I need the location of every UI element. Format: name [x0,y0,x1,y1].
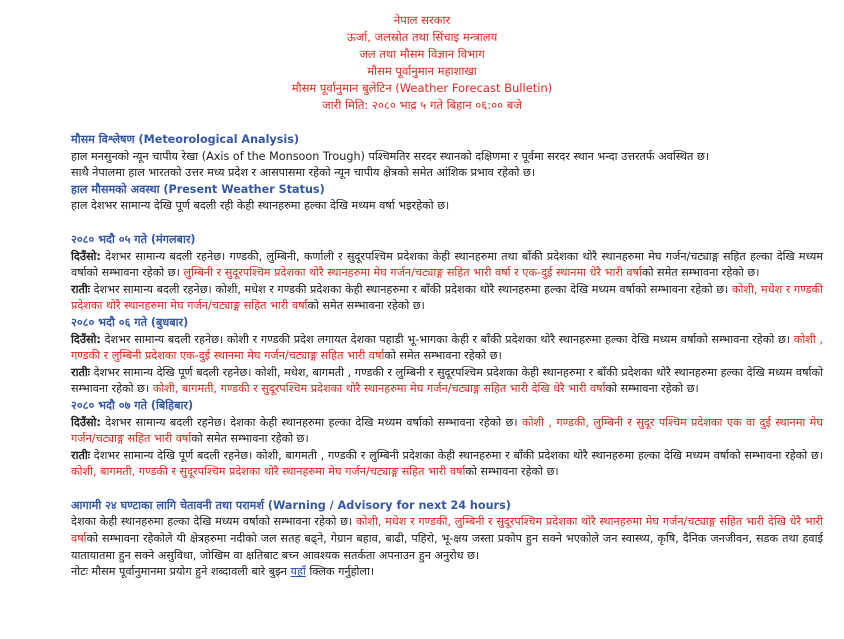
note [71,564,823,581]
day1-night-tail: को समेत सम्भावना रहेको छ। [307,299,425,313]
day2-night-warning: कोशी, बागमती, गण्डकी र सुदूरपश्चिम प्रदेशका थोरै स्थानहरुमा मेघ गर्जन/चट्याङ्ग सहित भारी देखि धेरै भारी वर्षा [152,382,606,396]
day2-heading: २०८० भदौ ०६ गते (बुधबार) [71,315,189,329]
day1-daytime [71,249,823,282]
analysis-line-2: साथै नेपालमा हाल भारतको उत्तर मध्य प्रदेश र आसपासमा रहेको न्यून चापीय क्षेत्रको समेत आंशिक प्रभाव रहेको छ। [71,166,536,180]
ministry-title: ऊर्जा, जलस्रोत तथा सिंचाइ मन्त्रालय [346,30,498,44]
bulletin-header [0,12,844,114]
day1-night-warning: कोशी, मधेश र गण्डकी प्रदेशका थोरै स्थानहरुमा मेघ गर्जन/चट्याङ्ग सहित भारी वर्षा [71,282,824,313]
day3-heading: २०८० भदौ ०७ गते (बिहिबार) [71,398,194,412]
present-text: हाल देशभर सामान्य देखि पूर्ण बदली रही केही स्थानहरुमा हल्का देखि मध्यम वर्षा भइरहेको छ। [71,199,450,213]
note-text: नोटः मौसम पूर्वानुमानमा प्रयोग हुने शब्दावली बारे बुझ्न [71,565,291,579]
day1-night-text: देशभर सामान्य बदली रहनेछ। कोशी, मधेश र गण्डकी प्रदेशका केही स्थानहरुमा र बाँकी प्रदेशका थोरै स्थानहरुमा हल्का देखि मध्यम वर्षाको सम्भावना रहेको छ। [90,282,732,296]
warning-advisory: को सम्भावना रहेकोले यी क्षेत्रहरुमा नदीको जल सतह बढ्ने, गेग्रान बहाव, बाढी, पहिरो, भू-क्षय जस्ता प्रकोप हुन सक्ने भएकोले जन स्वास्थ्य, कृषि, दैनिक जनजीवन, सडक तथा हवाई यातायातमा हुन सक्ने असुविधा, जोखिम वा क्षतिबाट बच्न आवश्यक सतर्कता अपनाउन हुन अनुरोध छ। [71,532,823,562]
division-title: मौसम पूर्वानुमान महाशाखा [367,64,477,78]
daytime-label: दिउँसो: [71,249,101,263]
day2-day-text: देशभर सामान्य बदली रहनेछ। कोशी र गण्डकी प्रदेश लगायत देशका पहाडी भू-भागका केही र बाँकी प्रदेशका थोरै स्थानहरुमा हल्का देखि मध्यम वर्षाको सम्भावना रहेको छ। [100,332,794,346]
glossary-link[interactable]: यहाँ [290,565,306,579]
day3-day-warning: कोशी , गण्डकी, लुम्बिनी र सुदूर पश्चिम प्रदेशका एक वा दुई स्थानमा मेघ गर्जन/चट्याङ्ग सहित भारी वर्षा [71,415,823,446]
bulletin-title: मौसम पूर्वानुमान बुलेटिन (Weather Forecast Bulletin) [291,81,553,95]
day3-day-tail: को समेत सम्भावना रहेको छ। [191,432,309,446]
bulletin-body [71,132,823,581]
day1-heading: २०८० भदौ ०५ गते (मंगलबार) [71,232,196,246]
day3-night-tail: को सम्भावना रहेको छ। [465,465,559,479]
night-label: रातीः [71,365,91,379]
day1-night [71,282,823,315]
day2-day-tail: को समेत सम्भावना रहेको छ। [384,349,502,363]
issue-date: जारी मिति: २०८० भाद्र ५ गते बिहान ०६:०० बजे [322,98,522,112]
night-label: रातीः [71,448,91,462]
day3-night-text: देशभर सामान्य देखि पूर्ण बदली रहनेछ। कोशी, बागमती , गण्डकी र लुम्बिनी प्रदेशका केही स्थानहरुमा र बाँकी प्रदेशका थोरै स्थानहरुमा हल्का देखि मध्यम वर्षाको सम्भावना रहेको छ। [90,448,823,462]
day1-day-warning: लुम्बिनी र सुदूरपश्चिम प्रदेशका थोरै स्थानहरुमा मेघ गर्जन/चट्याङ्ग सहित भारी वर्षा र एक-दुई स्थानमा धेरै भारी वर्षा [183,266,642,280]
day2-night-tail: को सम्भावना रहेको छ। [605,382,699,396]
day3-daytime [71,415,823,448]
night-label: रातीः [71,282,91,296]
govt-title: नेपाल सरकार [393,13,451,27]
day3-night-warning: कोशी, बागमती, गण्डकी र सुदूरपश्चिम प्रदेशका थोरै स्थानहरुमा मेघ गर्जन/चट्याङ्ग सहित भारी वर्षा [71,465,466,479]
day2-night-text: देशभर सामान्य देखि पूर्ण बदली रहनेछ। कोशी, मधेश, बागमती , गण्डकी र लुम्बिनी र सुदूरपश्चिम प्रदेशका केही स्थानहरुमा र बाँकी प्रदेशका थोरै स्थानहरुमा हल्का देखि मध्यम वर्षाको सम्भावना रहेको छ। [71,365,823,396]
day1-day-text: देशभर सामान्य बदली रहनेछ। गण्डकी, लुम्बिनी, कर्णाली र सुदूरपश्चिम प्रदेशका केही स्थानहरुमा तथा बाँकी प्रदेशका थोरै स्थानहरुमा मेघ गर्जन/चट्याङ्ग सहित हल्का देखि मध्यम वर्षाको सम्भावना रहेको छ। [71,249,823,280]
warning-red: कोशी, मधेश र गण्डकी, लुम्बिनी र सुदूरपश्चिम प्रदेशका थोरै स्थानहरुमा मेघ गर्जन/चट्याङ्ग सहित भारी देखि धेरै भारी वर्षा [71,515,823,546]
warning-text [71,514,823,564]
warning-heading: आगामी २४ घण्टाका लागि चेतावनी तथा परामर्श (Warning / Advisory for next 24 hours) [71,498,511,512]
day3-day-text: देशभर सामान्य बदली रहनेछ। देशका केही स्थानहरुमा हल्का देखि मध्यम वर्षाको सम्भावना रहेको छ। [100,415,523,429]
day2-night [71,365,823,398]
warning-intro: देशका केही स्थानहरुमा हल्का देखि मध्यम वर्षाको सम्भावना रहेको छ। [71,515,356,529]
note-tail: क्लिक गर्नुहोला। [305,565,375,579]
department-title: जल तथा मौसम विज्ञान विभाग [359,47,485,61]
day3-night [71,448,823,481]
present-heading: हाल मौसमको अवस्था (Present Weather Status) [71,182,325,196]
daytime-label: दिउँसो: [71,415,101,429]
day2-day-warning: कोशी , गण्डकी र लुम्बिनी प्रदेशका एक-दुई स्थानमा मेघ गर्जन/चट्याङ्ग सहित भारी वर्षा [71,332,823,363]
day2-daytime [71,332,823,365]
analysis-line-1: हाल मनसुनको न्यून चापीय रेखा (Axis of the Monsoon Trough) पश्चिमतिर सरदर स्थानको दक्षिणमा र पूर्वमा सरदर स्थान भन्दा उत्तरतर्फ अवस्थित छ। [71,149,710,163]
analysis-heading: मौसम विश्लेषण (Meteorological Analysis) [71,133,299,146]
daytime-label: दिउँसो: [71,332,101,346]
day1-day-tail: को समेत सम्भावना रहेको छ। [642,266,760,280]
